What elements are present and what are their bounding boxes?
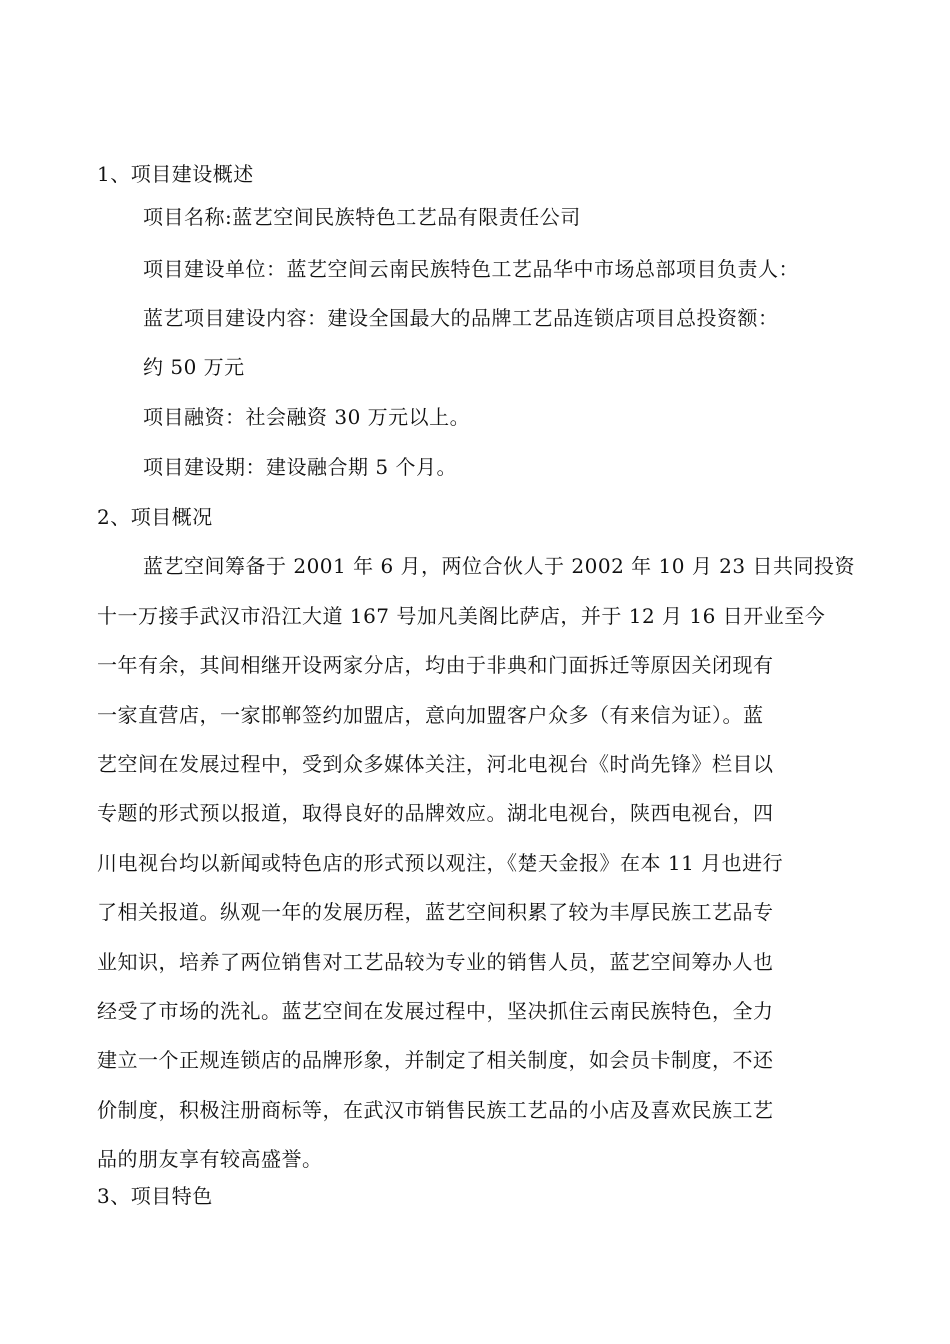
overview-paragraph-line: 十一万接手武汉市沿江大道 167 号加凡美阁比萨店，并于 12 月 16 日开业至今	[97, 604, 826, 628]
construction-period-line: 项目建设期：建设融合期 5 个月。	[143, 455, 457, 479]
overview-paragraph-line: 业知识，培养了两位销售对工艺品较为专业的销售人员，蓝艺空间筹办人也	[97, 950, 774, 974]
overview-paragraph-line: 川电视台均以新闻或特色店的形式预以观注，《楚天金报》在本 11 月也进行	[97, 851, 784, 875]
overview-paragraph-line: 品的朋友享有较高盛誉。	[97, 1147, 323, 1171]
investment-amount-line: 约 50 万元	[143, 355, 245, 379]
overview-paragraph-line: 专题的形式预以报道，取得良好的品牌效应。湖北电视台，陕西电视台，四	[97, 801, 774, 825]
project-financing-line: 项目融资：社会融资 30 万元以上。	[143, 405, 471, 429]
section-1-heading: 1、项目建设概述	[97, 162, 254, 186]
overview-paragraph-line: 了相关报道。纵观一年的发展历程，蓝艺空间积累了较为丰厚民族工艺品专	[97, 900, 774, 924]
overview-paragraph-line: 建立一个正规连锁店的品牌形象，并制定了相关制度，如会员卡制度，不还	[97, 1048, 774, 1072]
project-name-line: 项目名称:蓝艺空间民族特色工艺品有限责任公司	[143, 205, 581, 229]
overview-paragraph-line: 艺空间在发展过程中，受到众多媒体关注，河北电视台《时尚先锋》栏目以	[97, 752, 774, 776]
section-3-heading: 3、项目特色	[97, 1184, 213, 1208]
overview-paragraph-line: 价制度，积极注册商标等，在武汉市销售民族工艺品的小店及喜欢民族工艺	[97, 1098, 774, 1122]
project-unit-line: 项目建设单位：蓝艺空间云南民族特色工艺品华中市场总部项目负责人：	[143, 257, 799, 281]
overview-paragraph-line: 一家直营店，一家邯郸签约加盟店，意向加盟客户众多（有来信为证）。蓝	[97, 703, 764, 727]
overview-paragraph-line: 一年有余，其间相继开设两家分店，均由于非典和门面拆迁等原因关闭现有	[97, 653, 774, 677]
overview-paragraph-line: 经受了市场的洗礼。蓝艺空间在发展过程中，坚决抓住云南民族特色，全力	[97, 999, 774, 1023]
project-content-line: 蓝艺项目建设内容：建设全国最大的品牌工艺品连锁店项目总投资额：	[143, 306, 779, 330]
overview-paragraph-line: 蓝艺空间筹备于 2001 年 6 月，两位合伙人于 2002 年 10 月 23 日共同投资	[143, 554, 855, 578]
section-2-heading: 2、项目概况	[97, 505, 213, 529]
